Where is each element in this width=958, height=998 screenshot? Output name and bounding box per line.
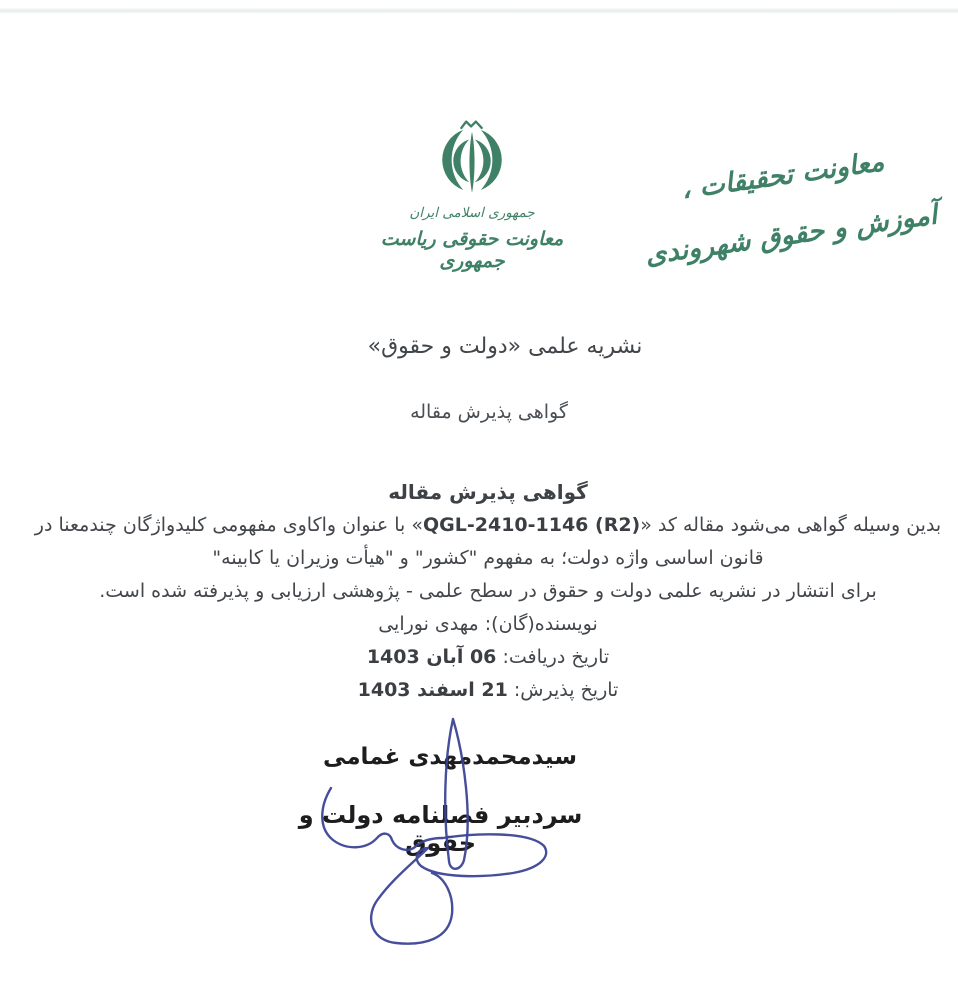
body-line-3: برای انتشار در نشریه علمی دولت و حقوق در سطح علمی - پژوهشی ارزیابی و پذیرفته شده است. <box>99 580 877 602</box>
body-line1-suffix: » با عنوان واکاوی مفهومی کلیدواژگان چندمعنا در <box>34 514 424 536</box>
body-line-2: قانون اساسی واژه دولت؛ به مفهوم "کشور" و "هیأت وزیران یا کابینه" <box>212 547 764 569</box>
article-code: QGL-2410-1146 (R2) <box>423 514 641 536</box>
accepted-date-line <box>30 674 946 707</box>
accepted-value: 21 اسفند 1403 <box>357 679 508 701</box>
received-date-line <box>30 641 946 674</box>
republic-of-iran-label: جمهوری اسلامی ایران <box>409 205 535 221</box>
research-deputy-line1: معاونت تحقیقات ، <box>679 146 887 206</box>
research-deputy-calligraphy <box>615 124 958 289</box>
authors-line <box>30 608 946 641</box>
iran-emblem-icon <box>440 118 504 196</box>
research-deputy-line2: آموزش و حقوق شهروندی <box>643 199 939 272</box>
authors-value: مهدی نورایی <box>378 613 479 635</box>
received-label: تاریخ دریافت: <box>502 646 610 668</box>
top-divider-line <box>0 8 958 13</box>
certificate-body <box>30 476 946 707</box>
handwritten-signature-icon <box>303 710 573 950</box>
body-line1-prefix: بدین وسیله گواهی می‌شود مقاله کد « <box>640 514 942 536</box>
body-line-1 <box>30 509 946 542</box>
editor-role: سردبیر فصلنامه دولت و حقوق <box>298 801 583 857</box>
journal-title: نشریه علمی «دولت و حقوق» <box>367 334 643 359</box>
received-value: 06 آبان 1403 <box>366 646 497 668</box>
header-emblem-block <box>352 118 592 272</box>
certificate-heading: گواهی پذیرش مقاله <box>388 480 588 504</box>
editor-name: سیدمحمدمهدی غمامی <box>323 744 577 770</box>
certificate-subtitle: گواهی پذیرش مقاله <box>410 401 568 423</box>
legal-deputy-label: معاونت حقوقی ریاست جمهوری <box>380 228 564 272</box>
authors-label: نویسنده(گان): <box>484 613 598 635</box>
accepted-label: تاریخ پذیرش: <box>513 679 619 701</box>
